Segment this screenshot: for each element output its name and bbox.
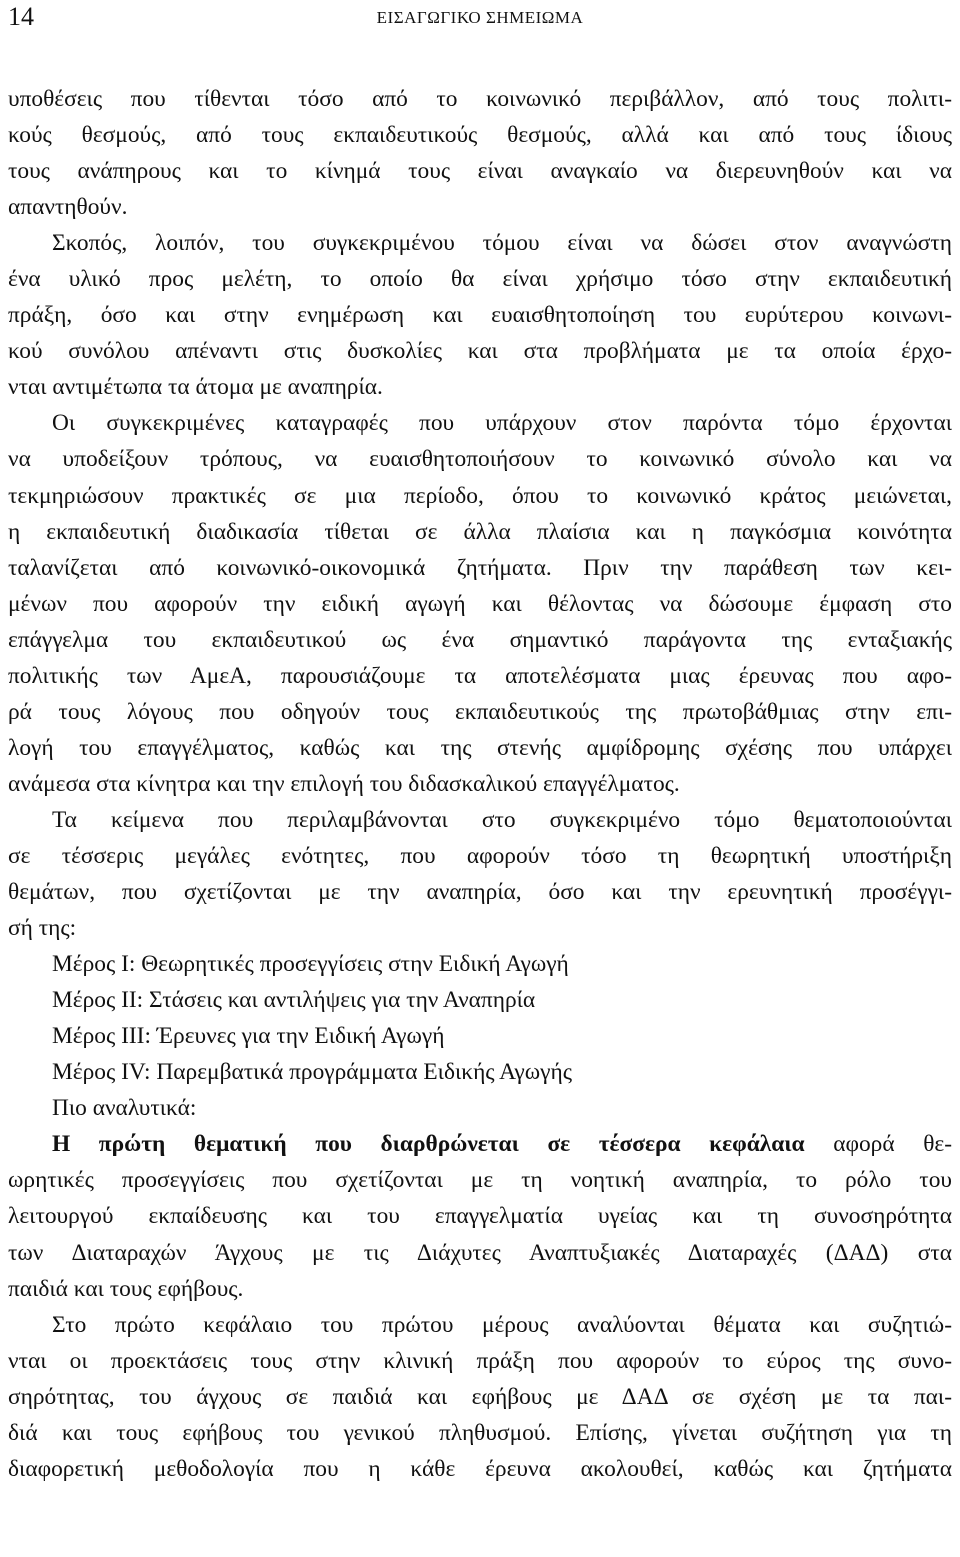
paragraph-line: απαντηθούν. bbox=[8, 194, 128, 221]
paragraph-line: κού συνόλου απέναντι στις δυσκολίες και στα προβλήματα με τα οποία έρχο- bbox=[8, 338, 952, 365]
paragraph-line: υποθέσεις που τίθενται τόσο από το κοινωνικό περιβάλλον, από τους πολιτι- bbox=[8, 86, 952, 112]
paragraph-line: θεμάτων, που σχετίζονται με την αναπηρία, όσο και την ερευνητική προσέγγι- bbox=[8, 879, 952, 906]
paragraph-line: ανάμεσα στα κίνητρα και την επιλογή του διδασκαλικού επαγγέλματος. bbox=[8, 770, 680, 797]
paragraph-line: τεκμηριώσουν πρακτικές σε μια περίοδο, όπου το κοινωνικό κράτος μειώνεται, bbox=[8, 482, 952, 509]
paragraph-line: νται αντιμέτωπα τα άτομα με αναπηρία. bbox=[8, 374, 383, 401]
list-item: Μέρος ΙΙ: Στάσεις και αντιλήψεις για την Αναπηρία bbox=[52, 987, 536, 1014]
paragraph-line: λειτουργού εκπαίδευσης και του επαγγελματία υγείας και τη συνοσηρότητα bbox=[8, 1203, 952, 1230]
bold-phrase: Η πρώτη θεματική που διαρθρώνεται σε τέσσερα κεφάλαια bbox=[52, 1131, 805, 1158]
paragraph-line: νται οι προεκτάσεις τους στην κλινική πράξη που αφορούν το εύρος της συνο- bbox=[8, 1347, 952, 1374]
paragraph-line: επάγγελμα του εκπαιδευτικού ως ένα σημαντικό παράγοντα της ενταξιακής bbox=[8, 626, 952, 653]
paragraph-line: Τα κείμενα που περιλαμβάνονται στο συγκεκριμένο τόμο θεματοποιούνται bbox=[52, 806, 952, 833]
paragraph-line: λογή του επαγγέλματος, καθώς και της στενής αμφίδρομης σχέσης που υπάρχει bbox=[8, 734, 952, 761]
parts-list bbox=[8, 946, 952, 1126]
paragraph-line: η εκπαιδευτική διαδικασία τίθεται σε άλλα πλαίσια και η παγκόσμια κοινότητα bbox=[8, 518, 952, 545]
paragraph-line: μένων που αφορούν την ειδική αγωγή και θέλοντας να δώσουμε έμφαση στο bbox=[8, 590, 952, 617]
paragraph-line: παιδιά και τους εφήβους. bbox=[8, 1275, 244, 1302]
paragraph-line: σε τέσσερις μεγάλες ενότητες, που αφορούν τόσο τη θεωρητική υποστήριξη bbox=[8, 842, 952, 869]
page-number: 14 bbox=[8, 2, 34, 31]
paragraph-line: Σκοπός, λοιπόν, του συγκεκριμένου τόμου είναι να δώσει στον αναγνώστη bbox=[52, 230, 952, 257]
paragraph-line bbox=[8, 1126, 952, 1162]
line-rest: αφορά θε- bbox=[804, 1131, 953, 1158]
paragraph-line: των Διαταραχών Άγχους με τις Διάχυτες Αναπτυξιακές Διαταραχές (ΔΑΔ) στα bbox=[8, 1239, 952, 1266]
list-item: Μέρος ΙΙΙ: Έρευνες για την Ειδική Αγωγή bbox=[52, 1023, 445, 1050]
running-head: ΕΙΣΑΓΩΓΙΚΟ ΣΗΜΕΙΩΜΑ bbox=[376, 8, 584, 27]
paragraph-line: ωρητικές προσεγγίσεις που σχετίζονται με τη νοητική αναπηρία, το ρόλο του bbox=[8, 1167, 952, 1194]
list-item: Μέρος Ι: Θεωρητικές προσεγγίσεις στην Ειδική Αγωγή bbox=[52, 951, 569, 978]
paragraph-line: ένα υλικό προς μελέτη, το οποίο θα είναι χρήσιμο τόσο στην εκπαιδευτική bbox=[8, 266, 952, 293]
list-item: Μέρος ΙV: Παρεμβατικά προγράμματα Ειδικής Αγωγής bbox=[52, 1059, 572, 1086]
paragraph-line: τους ανάπηρους και το κίνημά τους είναι αναγκαίο να διερευνηθούν και να bbox=[8, 158, 952, 185]
body-text bbox=[8, 81, 952, 1487]
paragraph-line: διά και τους εφήβους του γενικού πληθυσμού. Επίσης, γίνεται συζήτηση για τη bbox=[8, 1419, 952, 1446]
paragraph-line: κούς θεσμούς, από τους εκπαιδευτικούς θεσμούς, αλλά και από τους ίδιους bbox=[8, 122, 952, 149]
paragraph-line: διαφορετική μεθοδολογία που η κάθε έρευνα ακολουθεί, καθώς και ζητήματα bbox=[8, 1455, 952, 1482]
paragraph-line: ρά τους λόγους που οδηγούν τους εκπαιδευτικούς της πρωτοβάθμιας στην επι- bbox=[8, 698, 952, 725]
paragraph-line: Οι συγκεκριμένες καταγραφές που υπάρχουν στον παρόντα τόμο έρχονται bbox=[52, 410, 952, 437]
paragraph-line: πράξη, όσο και στην ενημέρωση και ευαισθητοποίηση του ευρύτερου κοινωνι- bbox=[8, 302, 952, 329]
paragraph-line: σή της: bbox=[8, 915, 77, 942]
paragraph-line: να υποδείξουν τρόπους, να ευαισθητοποιήσουν το κοινωνικό σύνολο και να bbox=[8, 446, 952, 473]
paragraph-line: σηρότητας, του άγχους σε παιδιά και εφήβους με ΔΑΔ σε σχέση με τα παι- bbox=[8, 1383, 952, 1410]
paragraph-line: ταλανίζεται από κοινωνικό-οικονομικά ζητήματα. Πριν την παράθεση των κει- bbox=[8, 554, 952, 581]
paragraph-line: πολιτικής των ΑμεΑ, παρουσιάζουμε τα αποτελέσματα μιας έρευνας που αφο- bbox=[8, 662, 952, 689]
paragraph-line: Στο πρώτο κεφάλαιο του πρώτου μέρους αναλύονται θέματα και συζητιώ- bbox=[52, 1311, 952, 1338]
list-item: Πιο αναλυτικά: bbox=[52, 1095, 197, 1122]
